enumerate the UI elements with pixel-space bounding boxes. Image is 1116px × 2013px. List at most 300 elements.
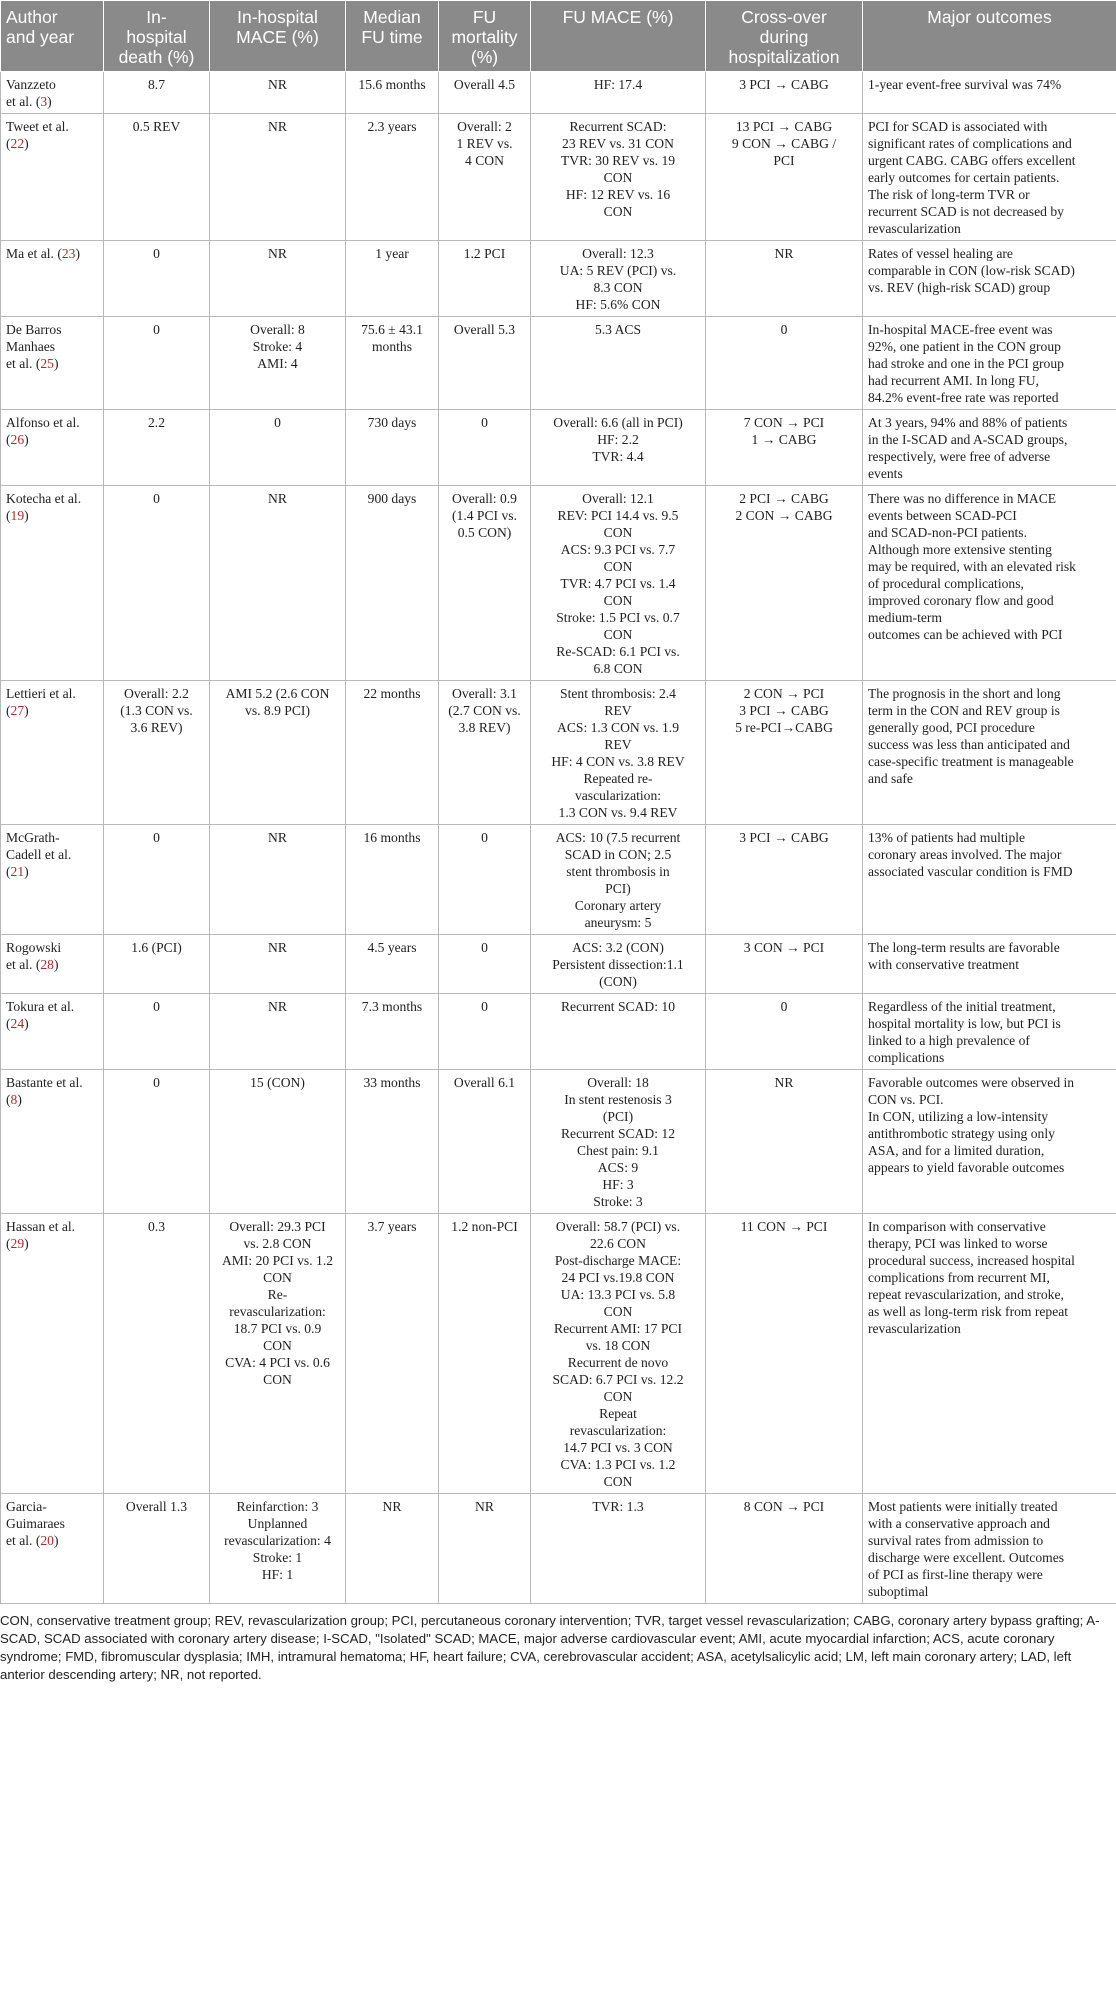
cell-line: 2 PCI → CABG	[739, 491, 829, 506]
in-hospital-death-cell	[104, 114, 210, 241]
reference-link[interactable]: 26	[10, 432, 25, 447]
cell-line: CON	[263, 1372, 292, 1387]
major-outcomes-cell	[863, 1494, 1116, 1604]
column-header-cross-over	[706, 1, 863, 72]
fu-mortality-cell	[439, 410, 531, 486]
cell-line: HF: 4 CON vs. 3.8 REV	[551, 754, 685, 769]
author-line	[6, 76, 98, 93]
cell-line: vs. REV (high-risk SCAD) group	[868, 280, 1051, 295]
cell-line: recurrent SCAD is not decreased by	[868, 204, 1064, 219]
cell-line: 0.5 CON)	[457, 525, 512, 540]
reference-close-paren: )	[24, 703, 29, 718]
author-text: et al. (	[6, 957, 41, 972]
table-row	[1, 486, 1116, 681]
cell-line: linked to a high prevalence of	[868, 1033, 1030, 1048]
median-fu-time-cell	[346, 825, 439, 935]
cell-line: HF: 1	[261, 1567, 294, 1582]
in-hospital-death-cell	[104, 1070, 210, 1214]
cell-line: Recurrent SCAD: 10	[560, 999, 676, 1014]
cell-line: NR	[268, 77, 287, 92]
in-hospital-death-cell	[104, 317, 210, 410]
cell-line: The prognosis in the short and long	[868, 686, 1061, 701]
cell-line: and safe	[868, 771, 913, 786]
median-fu-time-cell	[346, 317, 439, 410]
cell-line: 13% of patients had multiple	[868, 830, 1026, 845]
cell-line: Reinfarction: 3	[236, 1499, 319, 1514]
author-cell	[1, 114, 104, 241]
cell-line: Recurrent SCAD:	[569, 119, 667, 134]
header-line: Author	[6, 7, 58, 27]
cell-line: 1.2 PCI	[463, 246, 506, 261]
cross-over-cell	[706, 241, 863, 317]
cell-line: 23 REV vs. 31 CON	[562, 136, 674, 151]
major-outcomes-cell	[863, 825, 1116, 935]
cell-line: NR	[268, 830, 287, 845]
reference-close-paren: )	[24, 508, 29, 523]
reference-link[interactable]: 22	[10, 136, 25, 151]
cell-line: Persistent dissection:1.1	[552, 957, 684, 972]
table-header-row	[1, 1, 1116, 72]
cell-line: Post-discharge MACE:	[554, 1253, 682, 1268]
cell-line: vascularization:	[574, 788, 662, 803]
cell-line: In stent restenosis 3	[564, 1092, 672, 1107]
author-cell	[1, 241, 104, 317]
author-line	[6, 1218, 98, 1235]
cell-line: success was less than anticipated and	[868, 737, 1070, 752]
in-hospital-death-cell	[104, 1214, 210, 1494]
author-text: Hassan et al.	[6, 1219, 76, 1234]
cell-line: events	[868, 466, 903, 481]
reference-link[interactable]: 25	[40, 356, 54, 371]
cell-line: NR	[268, 940, 287, 955]
cell-line: Chest pain: 9.1	[577, 1143, 659, 1158]
author-line	[6, 118, 98, 135]
cell-line: NR	[774, 1075, 794, 1090]
author-line	[6, 939, 98, 956]
author-cell	[1, 486, 104, 681]
cell-line: 0	[481, 830, 488, 845]
author-text: Cadell et al.	[6, 847, 72, 862]
in-hospital-death-cell	[104, 935, 210, 994]
fu-mortality-cell	[439, 681, 531, 825]
cell-line: NR	[382, 1499, 402, 1514]
cell-line: 4.5 years	[367, 940, 417, 955]
cell-line: urgent CABG. CABG offers excellent	[868, 153, 1076, 168]
cell-line: improved coronary flow and good	[868, 593, 1054, 608]
fu-mace-cell	[531, 1070, 706, 1214]
cell-line: Overall: 2	[457, 119, 512, 134]
reference-link[interactable]: 3	[40, 94, 48, 109]
cell-line: NR	[774, 246, 794, 261]
cell-line: 1.3 CON vs. 9.4 REV	[558, 805, 678, 820]
reference-link[interactable]: 23	[61, 246, 76, 261]
cell-line: 22.6 CON	[590, 1236, 646, 1251]
reference-link[interactable]: 24	[10, 1016, 25, 1031]
in-hospital-mace-cell	[210, 486, 346, 681]
fu-mace-cell	[531, 72, 706, 114]
reference-link[interactable]: 21	[10, 864, 25, 879]
in-hospital-death-cell	[104, 410, 210, 486]
cell-line: complications from recurrent MI,	[868, 1270, 1050, 1285]
cell-line: 16 months	[363, 830, 421, 845]
cell-line: ASA, and for a limited duration,	[868, 1143, 1045, 1158]
author-line	[6, 1015, 98, 1032]
cell-line: REV	[604, 737, 632, 752]
cell-line: therapy, PCI was linked to worse	[868, 1236, 1048, 1251]
column-header-in-hospital-death	[104, 1, 210, 72]
fu-mace-cell	[531, 410, 706, 486]
reference-link[interactable]: 19	[10, 508, 25, 523]
reference-link[interactable]: 29	[10, 1236, 25, 1251]
in-hospital-mace-cell	[210, 825, 346, 935]
cell-line: 24 PCI vs.19.8 CON	[561, 1270, 675, 1285]
cell-line: CON	[603, 627, 633, 642]
major-outcomes-cell	[863, 994, 1116, 1070]
cell-line: PCI	[773, 153, 795, 168]
reference-close-paren: )	[53, 957, 59, 972]
in-hospital-mace-cell	[210, 1070, 346, 1214]
fu-mortality-cell	[439, 994, 531, 1070]
in-hospital-mace-cell	[210, 935, 346, 994]
author-text: et al. (	[6, 94, 41, 109]
cell-line: NR	[268, 491, 287, 506]
cell-line: early outcomes for certain patients.	[868, 170, 1060, 185]
cell-line: 15 (CON)	[250, 1075, 305, 1090]
cell-line: CON	[603, 1389, 633, 1404]
fu-mortality-cell	[439, 241, 531, 317]
cell-line: 0	[153, 830, 160, 845]
author-text: et al. (	[6, 356, 41, 371]
median-fu-time-cell	[346, 1214, 439, 1494]
author-cell	[1, 994, 104, 1070]
cell-line: procedural success, increased hospital	[868, 1253, 1075, 1268]
header-line: MACE (%)	[236, 27, 319, 47]
median-fu-time-cell	[346, 486, 439, 681]
cell-line: 0	[481, 415, 488, 430]
major-outcomes-cell	[863, 681, 1116, 825]
cell-line: HF: 12 REV vs. 16	[565, 187, 671, 202]
cell-line: ACS: 3.2 (CON)	[572, 940, 664, 955]
author-line	[6, 321, 98, 338]
cell-line: UA: 13.3 PCI vs. 5.8	[560, 1287, 676, 1302]
header-line: death (%)	[118, 47, 195, 67]
author-text: (	[6, 508, 11, 523]
cell-line: CVA: 4 PCI vs. 0.6	[225, 1355, 330, 1370]
author-line	[6, 355, 98, 372]
column-header-fu-mace	[531, 1, 706, 72]
header-line: mortality	[451, 27, 518, 47]
cross-over-cell	[706, 317, 863, 410]
cell-line: HF: 3	[602, 1177, 634, 1192]
median-fu-time-cell	[346, 241, 439, 317]
cell-line: had stroke and one in the PCI group	[868, 356, 1064, 371]
cell-line: At 3 years, 94% and 88% of patients	[868, 415, 1068, 430]
cell-line: NR	[475, 1499, 494, 1514]
fu-mortality-cell	[439, 1494, 531, 1604]
cell-line: 33 months	[363, 1075, 421, 1090]
cell-line: months	[371, 339, 413, 354]
cell-line: respectively, were free of adverse	[868, 449, 1051, 464]
header-line: and year	[6, 27, 75, 47]
cell-line: TVR: 1.3	[592, 1499, 644, 1514]
author-line	[6, 93, 98, 110]
cell-line: REV: PCI 14.4 vs. 9.5	[557, 508, 679, 523]
author-text: Tokura et al.	[6, 999, 75, 1014]
cell-line: Repeated re-	[583, 771, 653, 786]
author-cell	[1, 681, 104, 825]
cell-line: Overall: 3.1	[452, 686, 517, 701]
cell-line: 2 CON → PCI	[743, 686, 825, 701]
cross-over-cell	[706, 486, 863, 681]
cell-line: CON	[603, 525, 633, 540]
cell-line: CON vs. PCI.	[868, 1092, 944, 1107]
reference-link[interactable]: 27	[10, 703, 25, 718]
cell-line: CON	[263, 1338, 292, 1353]
cross-over-cell	[706, 1070, 863, 1214]
fu-mortality-cell	[439, 1214, 531, 1494]
cell-line: and SCAD-non-PCI patients.	[868, 525, 1027, 540]
cell-line: 7.3 months	[361, 999, 423, 1014]
cell-line: revascularization	[868, 1321, 961, 1336]
author-line	[6, 507, 98, 524]
cell-line: REV	[604, 703, 632, 718]
cell-line: NR	[268, 999, 287, 1014]
in-hospital-mace-cell	[210, 994, 346, 1070]
author-text: Garcia-	[6, 1499, 47, 1514]
table-row	[1, 681, 1116, 825]
major-outcomes-cell	[863, 1214, 1116, 1494]
cell-line: 0	[481, 940, 488, 955]
author-cell	[1, 410, 104, 486]
in-hospital-mace-cell	[210, 241, 346, 317]
cell-line: 1.6 (PCI)	[131, 940, 182, 955]
cell-line: Overall 5.3	[453, 322, 516, 337]
cell-line: of PCI as first-line therapy were	[868, 1567, 1043, 1582]
cell-line: Overall: 12.1	[582, 491, 654, 506]
reference-close-paren: )	[24, 136, 29, 151]
column-header-major-outcomes	[863, 1, 1116, 72]
header-line: hospitalization	[728, 47, 840, 67]
table-row	[1, 317, 1116, 410]
in-hospital-mace-cell	[210, 1494, 346, 1604]
fu-mortality-cell	[439, 72, 531, 114]
author-line	[6, 998, 98, 1015]
cell-line: Overall 1.3	[125, 1499, 188, 1514]
cell-line: (PCI)	[602, 1109, 634, 1124]
cell-line: 8.7	[148, 77, 165, 92]
reference-link[interactable]: 8	[10, 1092, 18, 1107]
in-hospital-death-cell	[104, 681, 210, 825]
fu-mace-cell	[531, 681, 706, 825]
author-text: Vanzzeto	[6, 77, 56, 92]
median-fu-time-cell	[346, 410, 439, 486]
cell-line: 0	[481, 999, 488, 1014]
in-hospital-death-cell	[104, 72, 210, 114]
author-cell	[1, 72, 104, 114]
reference-close-paren: )	[24, 1016, 29, 1031]
column-header-author-year	[1, 1, 104, 72]
table-row	[1, 1214, 1116, 1494]
reference-link[interactable]: 20	[40, 1533, 54, 1548]
cell-line: Overall 4.5	[453, 77, 516, 92]
cell-line: Overall: 18	[587, 1075, 649, 1090]
cell-line: Overall: 0.9	[452, 491, 517, 506]
author-cell	[1, 935, 104, 994]
in-hospital-mace-cell	[210, 114, 346, 241]
cell-line: comparable in CON (low-risk SCAD)	[868, 263, 1075, 278]
cell-line: ACS: 9.3 PCI vs. 7.7	[560, 542, 676, 557]
cell-line: CON	[603, 593, 633, 608]
author-line	[6, 829, 98, 846]
author-line	[6, 956, 98, 973]
cell-line: (1.4 PCI vs.	[452, 508, 517, 523]
cell-line: Unplanned	[247, 1516, 308, 1531]
cell-line: events between SCAD-PCI	[868, 508, 1017, 523]
cell-line: Coronary artery	[574, 898, 662, 913]
cell-line: ACS: 10 (7.5 recurrent	[555, 830, 681, 845]
cell-line: aneurysm: 5	[584, 915, 652, 930]
author-text: Manhaes	[6, 339, 56, 354]
cell-line: Overall: 8	[250, 322, 305, 337]
median-fu-time-cell	[346, 994, 439, 1070]
reference-close-paren: )	[24, 432, 29, 447]
cell-line: TVR: 30 REV vs. 19	[560, 153, 676, 168]
major-outcomes-cell	[863, 114, 1116, 241]
in-hospital-death-cell	[104, 1494, 210, 1604]
author-text: Tweet et al.	[6, 119, 69, 134]
cell-line: 2.3 years	[367, 119, 417, 134]
cell-line: Repeat	[599, 1406, 637, 1421]
author-line	[6, 702, 98, 719]
cell-line: (2.7 CON vs.	[448, 703, 521, 718]
cell-line: term in the CON and REV group is	[868, 703, 1060, 718]
cell-line: AMI 5.2 (2.6 CON	[225, 686, 330, 701]
cell-line: SCAD in CON; 2.5	[564, 847, 672, 862]
cell-line: TVR: 4.7 PCI vs. 1.4	[560, 576, 676, 591]
cell-line: 3 PCI → CABG	[739, 830, 829, 845]
cell-line: Overall: 58.7 (PCI) vs.	[555, 1219, 681, 1234]
major-outcomes-cell	[863, 486, 1116, 681]
author-text: Bastante et al.	[6, 1075, 83, 1090]
author-line	[6, 414, 98, 431]
cell-line: CVA: 1.3 PCI vs. 1.2	[560, 1457, 676, 1472]
author-text: De Barros	[6, 322, 62, 337]
cell-line: 0	[153, 1075, 160, 1090]
cell-line: In comparison with conservative	[868, 1219, 1046, 1234]
cell-line: Overall 6.1	[453, 1075, 516, 1090]
table-row	[1, 1070, 1116, 1214]
cell-line: NR	[268, 246, 287, 261]
author-text: (	[6, 1236, 11, 1251]
cell-line: The risk of long-term TVR or	[868, 187, 1030, 202]
header-line: Median	[363, 7, 421, 27]
reference-close-paren: )	[17, 1092, 22, 1107]
cell-line: had recurrent AMI. In long FU,	[868, 373, 1040, 388]
cell-line: 0	[780, 999, 788, 1014]
cell-line: 3.8 REV)	[458, 720, 511, 735]
cell-line: Regardless of the initial treatment,	[868, 999, 1056, 1014]
author-line	[6, 245, 98, 262]
cell-line: 3.6 REV)	[130, 720, 183, 735]
cell-line: NR	[268, 119, 287, 134]
cell-line: SCAD: 6.7 PCI vs. 12.2	[552, 1372, 684, 1387]
reference-link[interactable]: 28	[40, 957, 54, 972]
header-line: FU MACE (%)	[562, 7, 674, 27]
fu-mace-cell	[531, 825, 706, 935]
table-row	[1, 72, 1116, 114]
cell-line: Favorable outcomes were observed in	[868, 1075, 1075, 1090]
reference-close-paren: )	[24, 864, 29, 879]
author-text: (	[6, 432, 11, 447]
column-header-fu-mortality	[439, 1, 531, 72]
cell-line: 900 days	[367, 491, 417, 506]
column-header-median-fu-time	[346, 1, 439, 72]
cell-line: 3 PCI → CABG	[739, 703, 829, 718]
cell-line: Stroke: 3	[593, 1194, 643, 1209]
in-hospital-mace-cell	[210, 72, 346, 114]
author-text: (	[6, 703, 11, 718]
header-line: FU time	[361, 27, 423, 47]
cross-over-cell	[706, 681, 863, 825]
cell-line: with a conservative approach and	[868, 1516, 1050, 1531]
cell-line: of procedural complications,	[868, 576, 1024, 591]
header-line: Major outcomes	[927, 7, 1052, 27]
cell-line: 1 year	[375, 246, 409, 261]
cell-line: vs. 18 CON	[585, 1338, 651, 1353]
cell-line: 9 CON → CABG /	[731, 136, 837, 151]
major-outcomes-cell	[863, 935, 1116, 994]
cross-over-cell	[706, 114, 863, 241]
median-fu-time-cell	[346, 114, 439, 241]
cell-line: revascularization	[868, 221, 961, 236]
cell-line: case-specific treatment is manageable	[868, 754, 1074, 769]
cell-line: 75.6 ± 43.1	[361, 322, 423, 337]
author-line	[6, 1498, 98, 1515]
cell-line: 14.7 PCI vs. 3 CON	[563, 1440, 673, 1455]
author-line	[6, 846, 98, 863]
cell-line: Recurrent de novo	[567, 1355, 669, 1370]
table-row	[1, 410, 1116, 486]
cell-line: in the I-SCAD and A-SCAD groups,	[868, 432, 1068, 447]
cell-line: 0	[153, 322, 160, 337]
cell-line: appears to yield favorable outcomes	[868, 1160, 1065, 1175]
header-line: FU	[472, 7, 497, 27]
cell-line: HF: 17.4	[593, 77, 643, 92]
major-outcomes-cell	[863, 241, 1116, 317]
table-row	[1, 825, 1116, 935]
author-line	[6, 1091, 98, 1108]
cell-line: 5.3 ACS	[594, 322, 642, 337]
author-text: Ma et al. (	[6, 246, 62, 261]
author-text: (	[6, 1016, 11, 1031]
cell-line: 22 months	[363, 686, 421, 701]
table-row	[1, 935, 1116, 994]
cell-line: Stent thrombosis: 2.4	[560, 686, 676, 701]
cell-line: 4 CON	[465, 153, 504, 168]
fu-mace-cell	[531, 114, 706, 241]
cell-line: Overall: 2.2	[124, 686, 189, 701]
cell-line: HF: 5.6% CON	[575, 297, 661, 312]
major-outcomes-cell	[863, 1070, 1116, 1214]
cell-line: Overall: 12.3	[582, 246, 654, 261]
header-line: Cross-over	[741, 7, 827, 27]
cell-line: 2 CON → CABG	[735, 508, 833, 523]
author-cell	[1, 317, 104, 410]
cell-line: Overall: 6.6 (all in PCI)	[553, 415, 683, 430]
cell-line: significant rates of complications and	[868, 136, 1072, 151]
cell-line: Stroke: 1.5 PCI vs. 0.7	[556, 610, 680, 625]
cell-line: coronary areas involved. The major	[868, 847, 1062, 862]
